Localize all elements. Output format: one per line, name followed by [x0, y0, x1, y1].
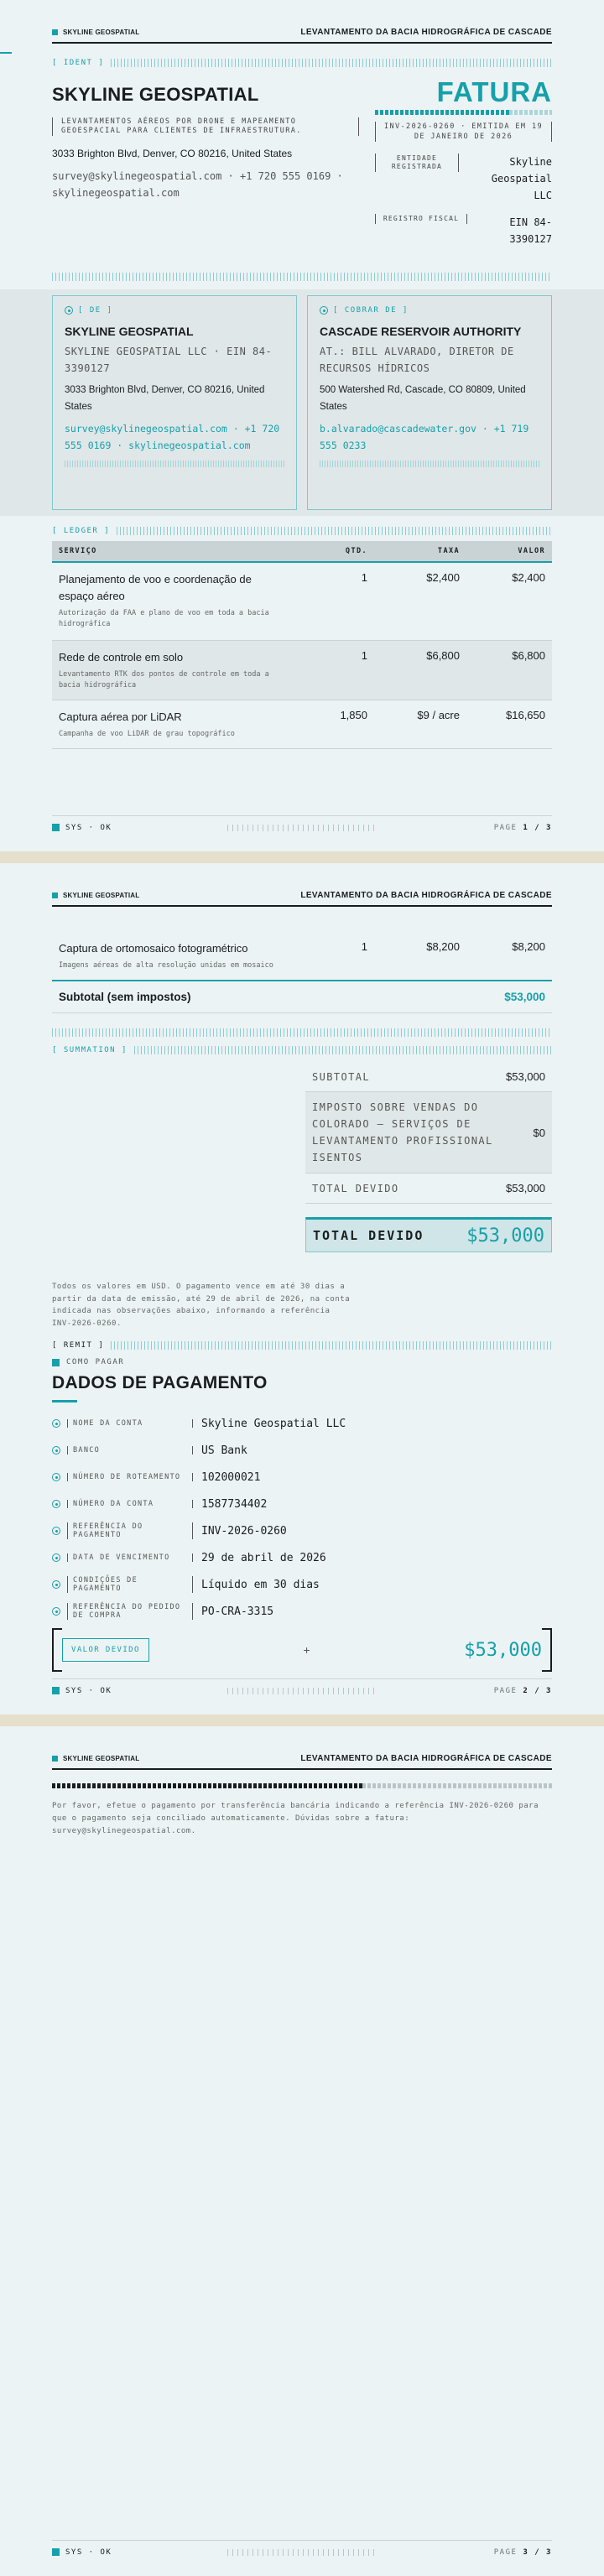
ledger-end-ticks [52, 1028, 552, 1037]
header-project: LEVANTAMENTO DA BACIA HIDROGRÁFICA DE CASCADE [300, 27, 552, 37]
remit-title-underline [52, 1400, 77, 1402]
payment-terms-note: Todos os valores em USD. O pagamento vence em até 30 dias a partir da data de emissão, até 29 de abril de 2026, na conta indicada nas observações abaixo, informando a referência INV-2026-0260. [52, 1283, 351, 1328]
header-project: LEVANTAMENTO DA BACIA HIDROGRÁFICA DE CASCADE [300, 1753, 552, 1763]
page-footer [52, 815, 552, 839]
to-ticks [320, 461, 539, 467]
remit-field-value: Skyline Geospatial LLC [201, 1417, 346, 1430]
page3-progress-empty [362, 1783, 552, 1788]
row-title: Rede de controle em solo [59, 651, 184, 664]
footer-page-label: PAGE [493, 2547, 518, 2557]
row-rate: $6,800 [426, 649, 460, 662]
footer-page-total: / 3 [534, 823, 552, 832]
tax-value: EIN 84-3390127 [509, 216, 552, 245]
remit-tag: [ REMIT ] [52, 1341, 105, 1350]
page-gap [0, 1715, 604, 1726]
summation-tag-row [52, 1046, 552, 1054]
company-contact: survey@skylinegeospatial.com · +1 720 555 0169 · skylinegeospatial.com [52, 170, 343, 199]
ident-tag-row [52, 59, 552, 67]
remit-field-row [52, 1437, 404, 1464]
status-square-icon [52, 824, 60, 831]
doc-meta: INV-2026-0260 · EMITIDA EM 19 DE JANEIRO DE 2026 [383, 122, 543, 141]
from-ticks [65, 461, 284, 467]
ledger-subtotal-value: $53,000 [504, 991, 545, 1003]
ident-tag: [ IDENT ] [52, 59, 105, 67]
col-rate: TAXA [437, 547, 460, 555]
footer-page-label: PAGE [493, 823, 518, 832]
to-tag-row [320, 306, 539, 315]
remit-kicker-row [52, 1358, 124, 1366]
row-amount: $2,400 [512, 571, 545, 584]
row-qty: 1 [361, 649, 367, 662]
field-target-icon [52, 1473, 60, 1481]
transfer-note: Por favor, efetue o pagamento por transferência bancária indicando a referência INV-2026-0260 para que o pagamento seja conciliado automaticamente. Dúvidas sobre a fatura: survey@skylinegeospatial.com. [52, 1802, 539, 1835]
row-rate: $9 / acre [417, 709, 460, 721]
remit-field-label: DATA DE VENCIMENTO [67, 1553, 193, 1562]
footer-ticks [227, 825, 378, 831]
totals-subtotal-label: SUBTOTAL [312, 1070, 370, 1083]
edge-marker [0, 52, 12, 54]
amount-due-label: VALOR DEVIDO [62, 1638, 149, 1662]
ident-ticks [111, 59, 552, 67]
to-sub: AT.: BILL ALVARADO, DIRETOR DE RECURSOS HÍDRICOS [320, 346, 514, 374]
footer-page-num: 2 [523, 1686, 529, 1695]
header-brand-text: SKYLINE GEOSPATIAL [63, 1754, 140, 1762]
remit-field-value: 102000021 [201, 1470, 261, 1484]
grand-total-value: $53,000 [466, 1225, 544, 1246]
remit-field-row [52, 1491, 404, 1517]
footer-sys: SYS · OK [65, 1686, 112, 1695]
invoice-page-2 [0, 863, 604, 1715]
row-desc: Imagens aéreas de alta resolução unidas em mosaico [59, 961, 273, 970]
row-desc: Levantamento RTK dos pontos de controle em toda a bacia hidrográfica [59, 670, 269, 690]
ledger-ticks [117, 527, 552, 535]
to-contact[interactable]: b.alvarado@cascadewater.gov · +1 719 555 0233 [320, 423, 529, 451]
totals-due-label: TOTAL DEVIDO [312, 1182, 399, 1194]
footer-ticks [227, 1688, 378, 1694]
ident-block [52, 84, 362, 201]
remit-field-row [52, 1517, 404, 1544]
to-card [307, 295, 552, 510]
totals-subtotal-value: $53,000 [506, 1070, 545, 1083]
field-target-icon [52, 1580, 60, 1589]
page-header [52, 885, 552, 907]
doc-title: FATURA [436, 76, 552, 107]
row-qty: 1 [361, 571, 367, 584]
ledger-continued [52, 932, 552, 1037]
footer-page [494, 2548, 552, 2557]
from-sub: SKYLINE GEOSPATIAL LLC · EIN 84-3390127 [65, 346, 273, 374]
row-amount: $6,800 [512, 649, 545, 662]
tagline-box [52, 117, 359, 136]
invoice-page-1 [0, 0, 604, 851]
ledger-head [52, 541, 552, 563]
invoice-page-3 [0, 1726, 604, 2576]
brand-square-icon [52, 1756, 58, 1762]
remit-field-value: Líquido em 30 dias [201, 1578, 320, 1591]
header-brand [52, 1755, 139, 1762]
footer-page [494, 824, 552, 832]
footer-status [52, 2548, 112, 2557]
row-service [52, 571, 309, 630]
row-amount: $16,650 [506, 709, 545, 721]
remit-fields [52, 1410, 404, 1625]
from-tag-row [65, 306, 284, 315]
row-service [52, 709, 309, 740]
remit-field-label: NÚMERO DA CONTA [67, 1500, 193, 1508]
remit-field-row [52, 1544, 404, 1571]
remit-field-row [52, 1598, 404, 1625]
table-row [52, 563, 552, 641]
from-target-icon [65, 306, 73, 315]
subtotal-row [52, 981, 552, 1013]
company-tagline: LEVANTAMENTOS AÉREOS POR DRONE E MAPEAMENTO GEOESPACIAL PARA CLIENTES DE INFRAESTRUTURA. [61, 117, 302, 135]
summation-ticks [134, 1046, 552, 1054]
remit-field-label: NÚMERO DE ROTEAMENTO [67, 1473, 193, 1481]
summation-tag: [ SUMMATION ] [52, 1046, 128, 1054]
field-target-icon [52, 1419, 60, 1428]
row-service [52, 940, 309, 971]
from-name: SKYLINE GEOSPATIAL [65, 325, 194, 338]
remit-field-label: REFERÊNCIA DO PAGAMENTO [67, 1522, 193, 1539]
remit-field-row [52, 1571, 404, 1598]
page-footer [52, 2540, 552, 2563]
remit-field-label: REFERÊNCIA DO PEDIDO DE COMPRA [67, 1603, 193, 1620]
footer-page-label: PAGE [493, 1686, 518, 1695]
remit-field-label: CONDIÇÕES DE PAGAMENTO [67, 1576, 193, 1593]
footer-page-num: 3 [523, 2547, 529, 2557]
remit-title: DADOS DE PAGAMENTO [52, 1373, 268, 1392]
remit-kicker: COMO PAGAR [66, 1358, 125, 1366]
remit-field-label: BANCO [67, 1446, 193, 1455]
totals-block [305, 1062, 552, 1252]
totals-tax-row [305, 1092, 552, 1174]
doc-progress [375, 110, 552, 115]
footer-page-num: 1 [523, 823, 529, 832]
crosshair-icon: + [303, 1643, 310, 1657]
remit-ticks [111, 1341, 552, 1350]
page-header [52, 1748, 552, 1770]
amount-due-box [52, 1628, 552, 1672]
header-brand-text: SKYLINE GEOSPATIAL [63, 891, 140, 899]
footer-sys: SYS · OK [65, 2547, 112, 2557]
tax-label: REGISTRO FISCAL [375, 214, 467, 224]
remit-field-value: US Bank [201, 1444, 247, 1457]
kicker-square-icon [52, 1359, 60, 1366]
field-target-icon [52, 1446, 60, 1455]
entity-value: Skyline Geospatial LLC [491, 156, 552, 201]
progress-empty [509, 110, 552, 115]
to-address: 500 Watershed Rd, Cascade, CO 80809, United States [320, 385, 526, 412]
remit-field-row [52, 1464, 404, 1491]
status-square-icon [52, 2548, 60, 2556]
row-qty: 1,850 [340, 709, 367, 721]
footer-page-total: / 3 [534, 2547, 552, 2557]
footer-status [52, 824, 112, 832]
row-title: Planejamento de voo e coordenação de espaço aéreo [59, 573, 252, 602]
row-desc: Autorização da FAA e plano de voo em toda a bacia hidrográfica [59, 609, 269, 628]
grand-total [305, 1217, 552, 1252]
ledger-table [52, 541, 552, 749]
brand-square-icon [52, 892, 58, 898]
remit-tag-row [52, 1341, 552, 1350]
page-gap [0, 851, 604, 863]
ident-bottom-ticks [52, 273, 552, 281]
header-brand [52, 892, 139, 899]
tax-row [375, 214, 552, 247]
remit-field-value: PO-CRA-3315 [201, 1605, 274, 1618]
footer-ticks [227, 2549, 378, 2556]
remit-field-row [52, 1410, 404, 1437]
to-name: CASCADE RESERVOIR AUTHORITY [320, 325, 522, 338]
to-tag: [ COBRAR DE ] [333, 306, 409, 315]
footer-sys: SYS · OK [65, 823, 112, 832]
row-amount: $8,200 [512, 940, 545, 953]
totals-tax-value: $0 [533, 1126, 545, 1139]
remit-field-value: 29 de abril de 2026 [201, 1551, 326, 1564]
page3-progress [52, 1783, 552, 1788]
field-target-icon [52, 1500, 60, 1508]
table-row [52, 641, 552, 700]
field-target-icon [52, 1607, 60, 1616]
amount-due-value: $53,000 [464, 1639, 542, 1661]
page-header [52, 22, 552, 44]
ledger-subtotal-label: Subtotal (sem impostos) [59, 991, 191, 1003]
from-tag: [ DE ] [78, 306, 113, 315]
table-row [52, 700, 552, 749]
field-target-icon [52, 1553, 60, 1562]
row-desc: Campanha de voo LiDAR de grau topográfico [59, 730, 235, 738]
progress-filled [375, 110, 509, 115]
remit-field-value: INV-2026-0260 [201, 1524, 287, 1538]
header-brand-text: SKYLINE GEOSPATIAL [63, 28, 140, 36]
header-brand [52, 29, 139, 36]
col-amount: VALOR [518, 547, 545, 555]
totals-due-value: $53,000 [506, 1182, 545, 1194]
totals-tax-label: IMPOSTO SOBRE VENDAS DO COLORADO — SERVIÇOS DE LEVANTAMENTO PROFISSIONAL ISENTOS [312, 1101, 493, 1163]
row-rate: $2,400 [426, 571, 460, 584]
brand-square-icon [52, 29, 58, 35]
page3-progress-filled [52, 1783, 362, 1788]
row-title: Captura aérea por LiDAR [59, 710, 182, 723]
page-footer [52, 1678, 552, 1702]
totals-subtotal-row [305, 1062, 552, 1092]
remit-field-label: NOME DA CONTA [67, 1419, 193, 1428]
totals-due-row [305, 1174, 552, 1204]
row-service [52, 649, 309, 691]
footer-status [52, 1687, 112, 1695]
grand-total-label: TOTAL DEVIDO [313, 1228, 424, 1243]
ledger-tag-row [52, 527, 552, 535]
footer-page [494, 1687, 552, 1695]
header-project: LEVANTAMENTO DA BACIA HIDROGRÁFICA DE CASCADE [300, 890, 552, 900]
from-address: 3033 Brighton Blvd, Denver, CO 80216, United States [65, 385, 265, 412]
doc-meta-box [375, 122, 552, 142]
ledger-tag: [ LEDGER ] [52, 527, 111, 535]
col-service: SERVIÇO [59, 547, 97, 555]
from-contact[interactable]: survey@skylinegeospatial.com · +1 720 555 0169 · skylinegeospatial.com [65, 423, 280, 451]
doc-meta-block [375, 78, 552, 247]
entity-row [375, 154, 552, 204]
col-qty: QTD. [345, 547, 367, 555]
row-rate: $8,200 [426, 940, 460, 953]
row-title: Captura de ortomosaico fotogramétrico [59, 942, 248, 955]
company-name: SKYLINE GEOSPATIAL [52, 84, 259, 105]
company-address: 3033 Brighton Blvd, Denver, CO 80216, United States [52, 148, 293, 159]
table-row [52, 932, 552, 981]
field-target-icon [52, 1527, 60, 1535]
footer-page-total: / 3 [534, 1686, 552, 1695]
to-target-icon [320, 306, 328, 315]
entity-label: ENTIDADE REGISTRADA [375, 154, 459, 172]
row-qty: 1 [361, 940, 367, 953]
status-square-icon [52, 1687, 60, 1694]
remit-field-value: 1587734402 [201, 1497, 268, 1511]
from-card [52, 295, 297, 510]
